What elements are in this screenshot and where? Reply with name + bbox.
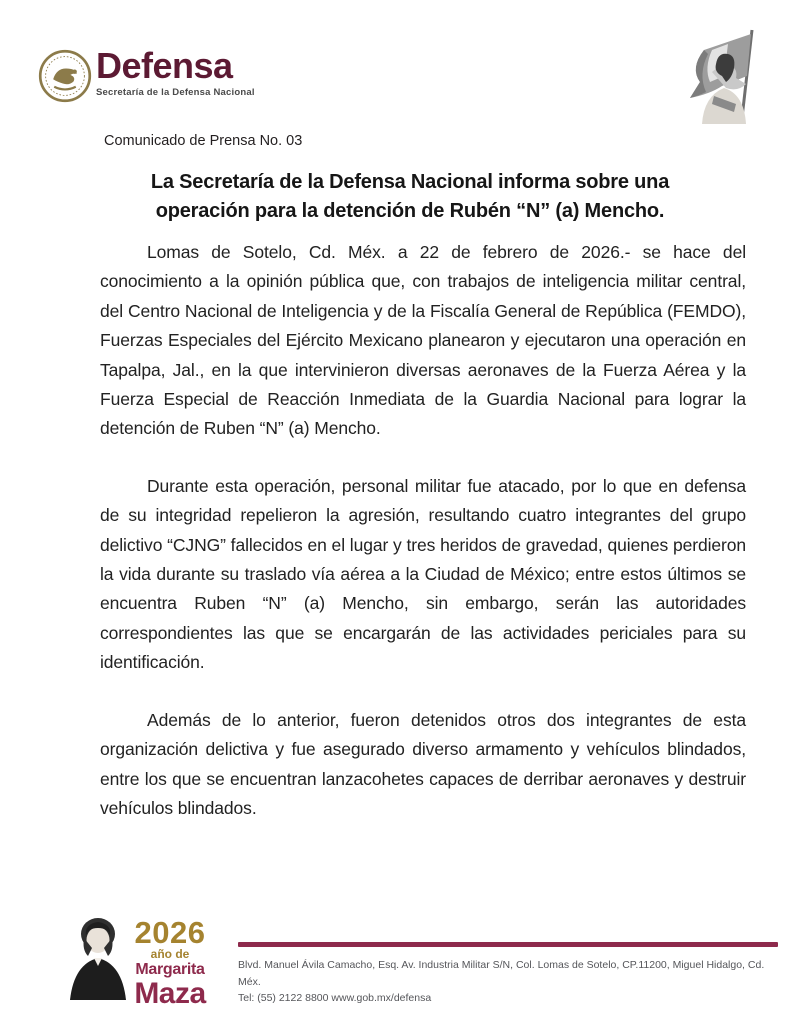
commemorative-year-block: [128, 915, 212, 1010]
footer-address: [238, 957, 783, 1007]
brand-name: Defensa: [96, 45, 233, 86]
margarita-maza-portrait-icon: [64, 912, 132, 1000]
commemorated-last-name: Maza: [134, 977, 206, 1010]
year-caption: año de: [150, 947, 190, 961]
commemorated-first-name: Margarita: [135, 961, 205, 978]
document-title: [80, 168, 740, 225]
address-line: Blvd. Manuel Ávila Camacho, Esq. Av. Industria Militar S/N, Col. Lomas de Sotelo, CP.11200, Miguel Hidalgo, Cd. Méx.: [238, 959, 765, 988]
document-title-line2: operación para la detención de Rubén “N” (a) Mencho.: [155, 199, 665, 222]
brand-subtitle: Secretaría de la Defensa Nacional: [96, 87, 255, 98]
footer-divider: [238, 942, 778, 947]
paragraph-2: Durante esta operación, personal militar fue atacado, por lo que en defensa de su integridad repelieron la agresión, resultando cuatro integrantes del grupo delictivo “CJNG” fallecidos en el lugar y tres heridos de gravedad, quienes perdieron la vida durante su traslado vía aérea a la Ciudad de México; entre estos últimos se encuentra Ruben “N” (a) Mencho, sin embargo, serán las autoridades correspondientes las que se encargarán de las actividades periciales para su identificación.: [100, 475, 746, 673]
press-release-number: Comunicado de Prensa No. 03: [104, 133, 303, 149]
paragraph-1: Lomas de Sotelo, Cd. Méx. a 22 de febrero de 2026.- se hace del conocimiento a la opinión pública que, con trabajos de inteligencia militar central, del Centro Nacional de Inteligencia y de la Fiscalía General de República (FEMDO), Fuerzas Especiales del Ejército Mexicano planearon y ejecutaron una operación en Tapalpa, Jal., en la que intervinieron diversas aeronaves de la Fuerza Aérea y la Fuerza Especial de Reacción Inmediata de la Guardia Nacional para lograr la detención de Ruben “N” (a) Mencho.: [100, 242, 746, 439]
national-seal-icon: [38, 48, 92, 104]
document-body: [100, 238, 746, 851]
commemorative-year: 2026: [134, 915, 206, 950]
document-title-line1: La Secretaría de la Defensa Nacional informa sobre una: [150, 171, 670, 193]
brand-block: [96, 46, 255, 98]
paragraph-3: Además de lo anterior, fueron detenidos otros dos integrantes de esta organización delictiva y fue asegurado diverso armamento y vehículos blindados, entre los que se encuentran lanzacohetes capaces de derribar aeronaves y destruir vehículos blindados.: [100, 709, 746, 818]
contact-line: Tel: (55) 2122 8800 www.gob.mx/defensa: [238, 992, 432, 1004]
woman-with-flag-illustration: [668, 26, 774, 126]
